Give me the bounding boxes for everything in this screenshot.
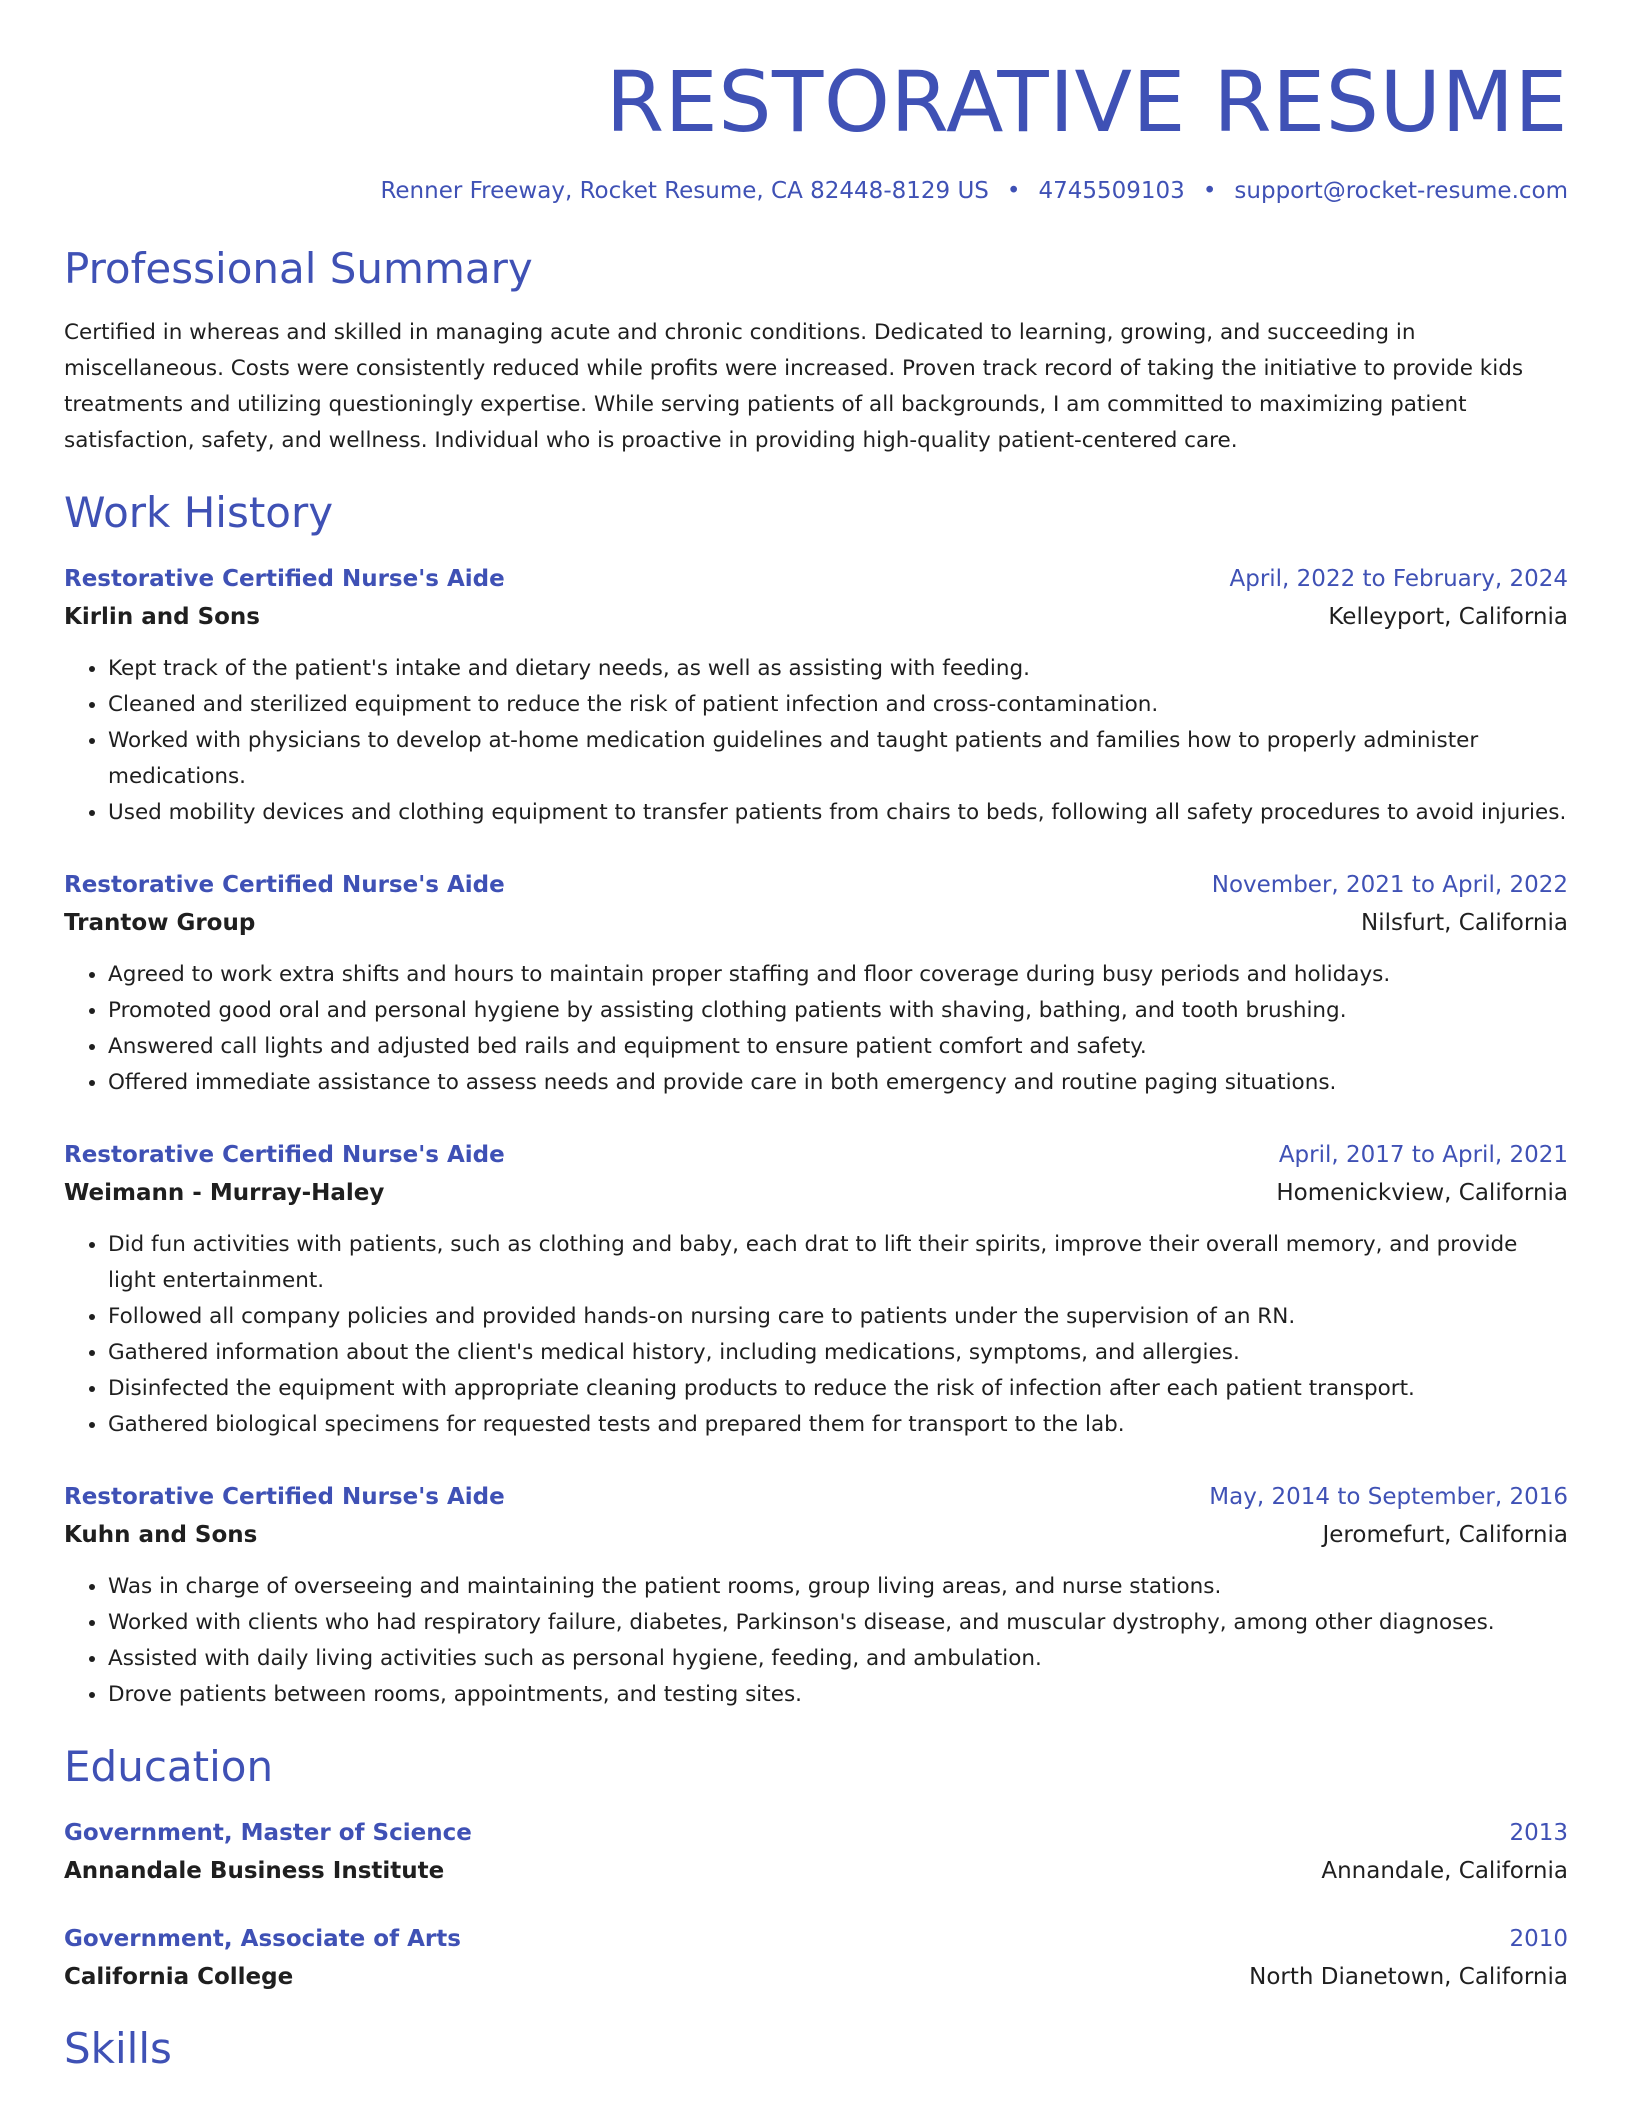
education-year: 2013: [1509, 1820, 1568, 1846]
job-bullet: • Promoted good oral and personal hygiene by assisting clothing patients with shaving, bathing, and tooth brushing.: [108, 993, 1568, 1029]
education-school-row: [64, 1855, 1568, 1887]
education-entry: [64, 1817, 1568, 1887]
job-bullet: • Agreed to work extra shifts and hours to maintain proper staffing and floor coverage during busy periods and holidays.: [108, 957, 1568, 993]
education-school-row: [64, 1961, 1568, 1993]
job-company-row: [64, 1519, 1568, 1551]
job-bullet: • Gathered biological specimens for requested tests and prepared them for transport to the lab.: [108, 1407, 1568, 1443]
job-bullet: • Worked with physicians to develop at-home medication guidelines and taught patients and families how to properly administer medications.: [108, 723, 1568, 795]
job-location: Nilsfurt, California: [1361, 910, 1568, 936]
job-bullet: • Kept track of the patient's intake and dietary needs, as well as assisting with feeding.: [108, 651, 1568, 687]
contact-separator: •: [1006, 178, 1021, 204]
job-dates: May, 2014 to September, 2016: [1209, 1484, 1568, 1510]
contact-line: [64, 176, 1568, 206]
job-entry: [64, 1481, 1568, 1713]
job-bullet: • Did fun activities with patients, such as clothing and baby, each drat to lift their spirits, improve their overall memory, and provide light entertainment.: [108, 1227, 1568, 1299]
job-bullets: [64, 1569, 1568, 1713]
education-degree: Government, Associate of Arts: [64, 1926, 461, 1952]
education-degree: Government, Master of Science: [64, 1820, 472, 1846]
job-bullets: [64, 957, 1568, 1101]
contact-email[interactable]: support@rocket-resume.com: [1234, 178, 1568, 204]
resume-name: RESTORATIVE RESUME: [605, 53, 1568, 151]
job-bullets: [64, 651, 1568, 831]
work-history-section: [64, 485, 1568, 1713]
job-bullet: • Answered call lights and adjusted bed rails and equipment to ensure patient comfort and safety.: [108, 1029, 1568, 1065]
job-header-row: [64, 1139, 1568, 1171]
resume-header: [64, 0, 1568, 206]
job-location: Jeromefurt, California: [1322, 1522, 1568, 1548]
skills-section: [64, 2021, 1568, 2077]
job-bullet: • Drove patients between rooms, appointments, and testing sites.: [108, 1677, 1568, 1713]
education-location: Annandale, California: [1321, 1858, 1568, 1884]
job-role: Restorative Certified Nurse's Aide: [64, 872, 505, 898]
job-bullet: • Was in charge of overseeing and maintaining the patient rooms, group living areas, and nurse stations.: [108, 1569, 1568, 1605]
job-location: Homenickview, California: [1276, 1180, 1568, 1206]
job-bullet: • Used mobility devices and clothing equipment to transfer patients from chairs to beds, following all safety procedures to avoid injuries.: [108, 795, 1568, 831]
job-dates: April, 2017 to April, 2021: [1278, 1142, 1568, 1168]
job-dates: November, 2021 to April, 2022: [1211, 872, 1568, 898]
education-entry: [64, 1923, 1568, 1993]
education-header-row: [64, 1817, 1568, 1849]
job-company-row: [64, 907, 1568, 939]
job-bullet: • Cleaned and sterilized equipment to reduce the risk of patient infection and cross-contamination.: [108, 687, 1568, 723]
contact-separator: •: [1202, 178, 1217, 204]
section-title-skills: Skills: [64, 2024, 172, 2073]
job-bullet: • Assisted with daily living activities such as personal hygiene, feeding, and ambulation.: [108, 1641, 1568, 1677]
job-company: Kirlin and Sons: [64, 604, 260, 630]
job-location: Kelleyport, California: [1328, 604, 1568, 630]
job-company: Trantow Group: [64, 910, 256, 936]
job-company-row: [64, 601, 1568, 633]
education-year: 2010: [1509, 1926, 1568, 1952]
job-company-row: [64, 1177, 1568, 1209]
summary-section: [64, 241, 1568, 459]
section-title-summary: Professional Summary: [64, 244, 533, 293]
job-bullet: • Followed all company policies and provided hands-on nursing care to patients under the supervision of an RN.: [108, 1299, 1568, 1335]
job-header-row: [64, 563, 1568, 595]
education-header-row: [64, 1923, 1568, 1955]
job-entry: [64, 869, 1568, 1101]
education-section: [64, 1739, 1568, 1993]
job-company: Kuhn and Sons: [64, 1522, 258, 1548]
contact-address: Renner Freeway, Rocket Resume, CA 82448-8129 US: [380, 178, 989, 204]
summary-text: Certified in whereas and skilled in managing acute and chronic conditions. Dedicated to learning, growing, and succeeding in miscellaneous. Costs were consistently reduced while profits were increased. Proven track record of taking the initiative to provide kids treatments and utilizing questioningly expertise. While serving patients of all backgrounds, I am committed to maximizing patient satisfaction, safety, and wellness. Individual who is proactive in providing high-quality patient-centered care.: [64, 320, 1524, 453]
education-location: North Dianetown, California: [1249, 1964, 1568, 1990]
job-entry: [64, 563, 1568, 831]
job-company: Weimann - Murray-Haley: [64, 1180, 385, 1206]
section-title-education: Education: [64, 1742, 274, 1791]
section-title-work-history: Work History: [64, 488, 334, 537]
job-entry: [64, 1139, 1568, 1443]
job-bullets: [64, 1227, 1568, 1443]
education-school: California College: [64, 1964, 294, 1990]
job-bullet: • Worked with clients who had respiratory failure, diabetes, Parkinson's disease, and muscular dystrophy, among other diagnoses.: [108, 1605, 1568, 1641]
job-bullet: • Offered immediate assistance to assess needs and provide care in both emergency and routine paging situations.: [108, 1065, 1568, 1101]
job-role: Restorative Certified Nurse's Aide: [64, 1484, 505, 1510]
contact-phone: 4745509103: [1038, 178, 1185, 204]
job-role: Restorative Certified Nurse's Aide: [64, 566, 505, 592]
job-role: Restorative Certified Nurse's Aide: [64, 1142, 505, 1168]
education-school: Annandale Business Institute: [64, 1858, 445, 1884]
job-header-row: [64, 869, 1568, 901]
job-header-row: [64, 1481, 1568, 1513]
job-bullet: • Disinfected the equipment with appropriate cleaning products to reduce the risk of infection after each patient transport.: [108, 1371, 1568, 1407]
job-dates: April, 2022 to February, 2024: [1229, 566, 1568, 592]
job-bullet: • Gathered information about the client's medical history, including medications, symptoms, and allergies.: [108, 1335, 1568, 1371]
